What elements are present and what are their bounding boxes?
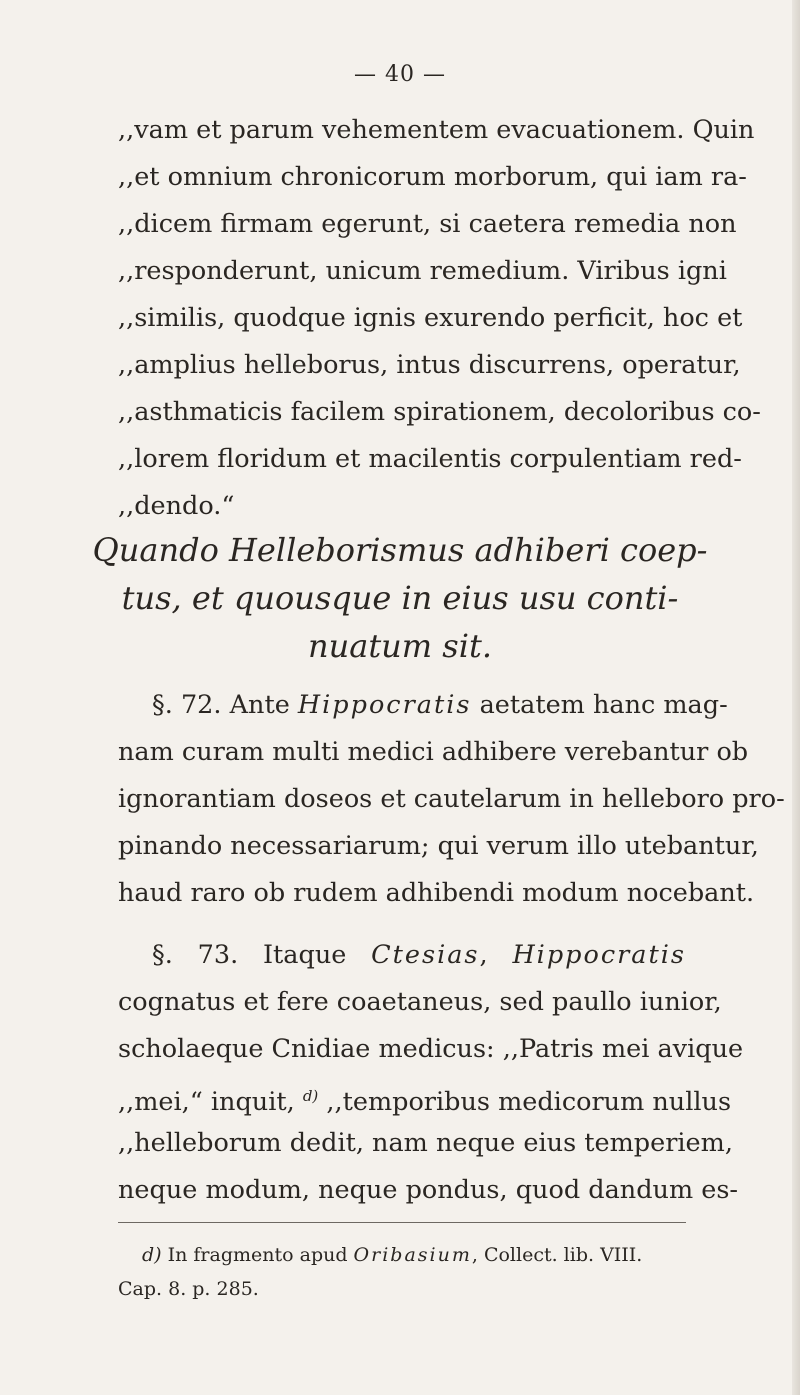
paragraph-73-line	[152, 940, 686, 970]
paragraph-73-line: ,,helleborum dedit, nam neque eius temperiem,	[118, 1128, 733, 1158]
paragraph-73-line: scholaeque Cnidiae medicus: ,,Patris mei avique	[118, 1034, 744, 1064]
section-heading: Quando Helleborismus adhiberi coep-	[92, 531, 708, 569]
quote-line: ,,asthmaticis facilem spirationem, decoloribus co-	[118, 397, 761, 427]
page-edge	[792, 0, 800, 1395]
page-number: — 40 —	[354, 62, 446, 87]
paragraph-72-line	[152, 690, 728, 720]
quote-line: ,,amplius helleborus, intus discurrens, operatur,	[118, 350, 741, 380]
paragraph-72-line: nam curam multi medici adhibere verebantur ob	[118, 737, 749, 767]
paragraph-72-line: haud raro ob rudem adhibendi modum nocebant.	[118, 878, 755, 908]
paragraph-73-line	[118, 1081, 732, 1117]
quote-line: ,,et omnium chronicorum morborum, qui iam ra-	[118, 162, 747, 192]
quote-line: ,,similis, quodque ignis exurendo perficit, hoc et	[118, 303, 743, 333]
footnote-rule	[118, 1222, 686, 1223]
footnote-text: , Collect. lib. VIII.	[471, 1244, 643, 1266]
paragraph-72-line: ignorantiam doseos et cautelarum in helleboro pro-	[118, 784, 785, 814]
paragraph-73-text: ,,mei,“ inquit,	[118, 1087, 303, 1117]
paragraph-72-text: §. 72. Ante	[152, 690, 298, 720]
footnote-line: Cap. 8. p. 285.	[118, 1278, 259, 1300]
quote-line: ,,vam et parum vehementem evacuationem. Quin	[118, 115, 755, 145]
section-heading: nuatum sit.	[308, 627, 492, 665]
paragraph-73-line: neque modum, neque pondus, quod dandum es-	[118, 1175, 739, 1205]
paragraph-72-line: pinando necessariarum; qui verum illo utebantur,	[118, 831, 759, 861]
author-name: Hippocratis	[512, 940, 686, 970]
paragraph-73-text: ,	[479, 940, 513, 970]
footnote-mark: d)	[142, 1244, 162, 1266]
author-name: Hippocratis	[297, 690, 472, 720]
author-name: Ctesias	[371, 940, 480, 970]
paragraph-73-text: ,,temporibus medicorum nullus	[318, 1087, 732, 1117]
footnote-ref: d)	[302, 1087, 319, 1105]
section-heading: tus, et quousque in eius usu conti-	[121, 579, 679, 617]
footnote-line	[142, 1244, 642, 1266]
paragraph-73-line: cognatus et fere coaetaneus, sed paullo iunior,	[118, 987, 722, 1017]
quote-line: ,,responderunt, unicum remedium. Viribus igni	[118, 256, 727, 286]
paragraph-73-text: §. 73. Itaque	[152, 940, 372, 970]
author-name: Oribasium	[353, 1244, 472, 1266]
paragraph-72-text: aetatem hanc mag-	[471, 690, 728, 720]
quote-line: ,,lorem floridum et macilentis corpulentiam red-	[118, 444, 742, 474]
footnote-text: In fragmento apud	[161, 1244, 354, 1266]
quote-line: ,,dendo.“	[118, 491, 235, 521]
quote-line: ,,dicem firmam egerunt, si caetera remedia non	[118, 209, 737, 239]
